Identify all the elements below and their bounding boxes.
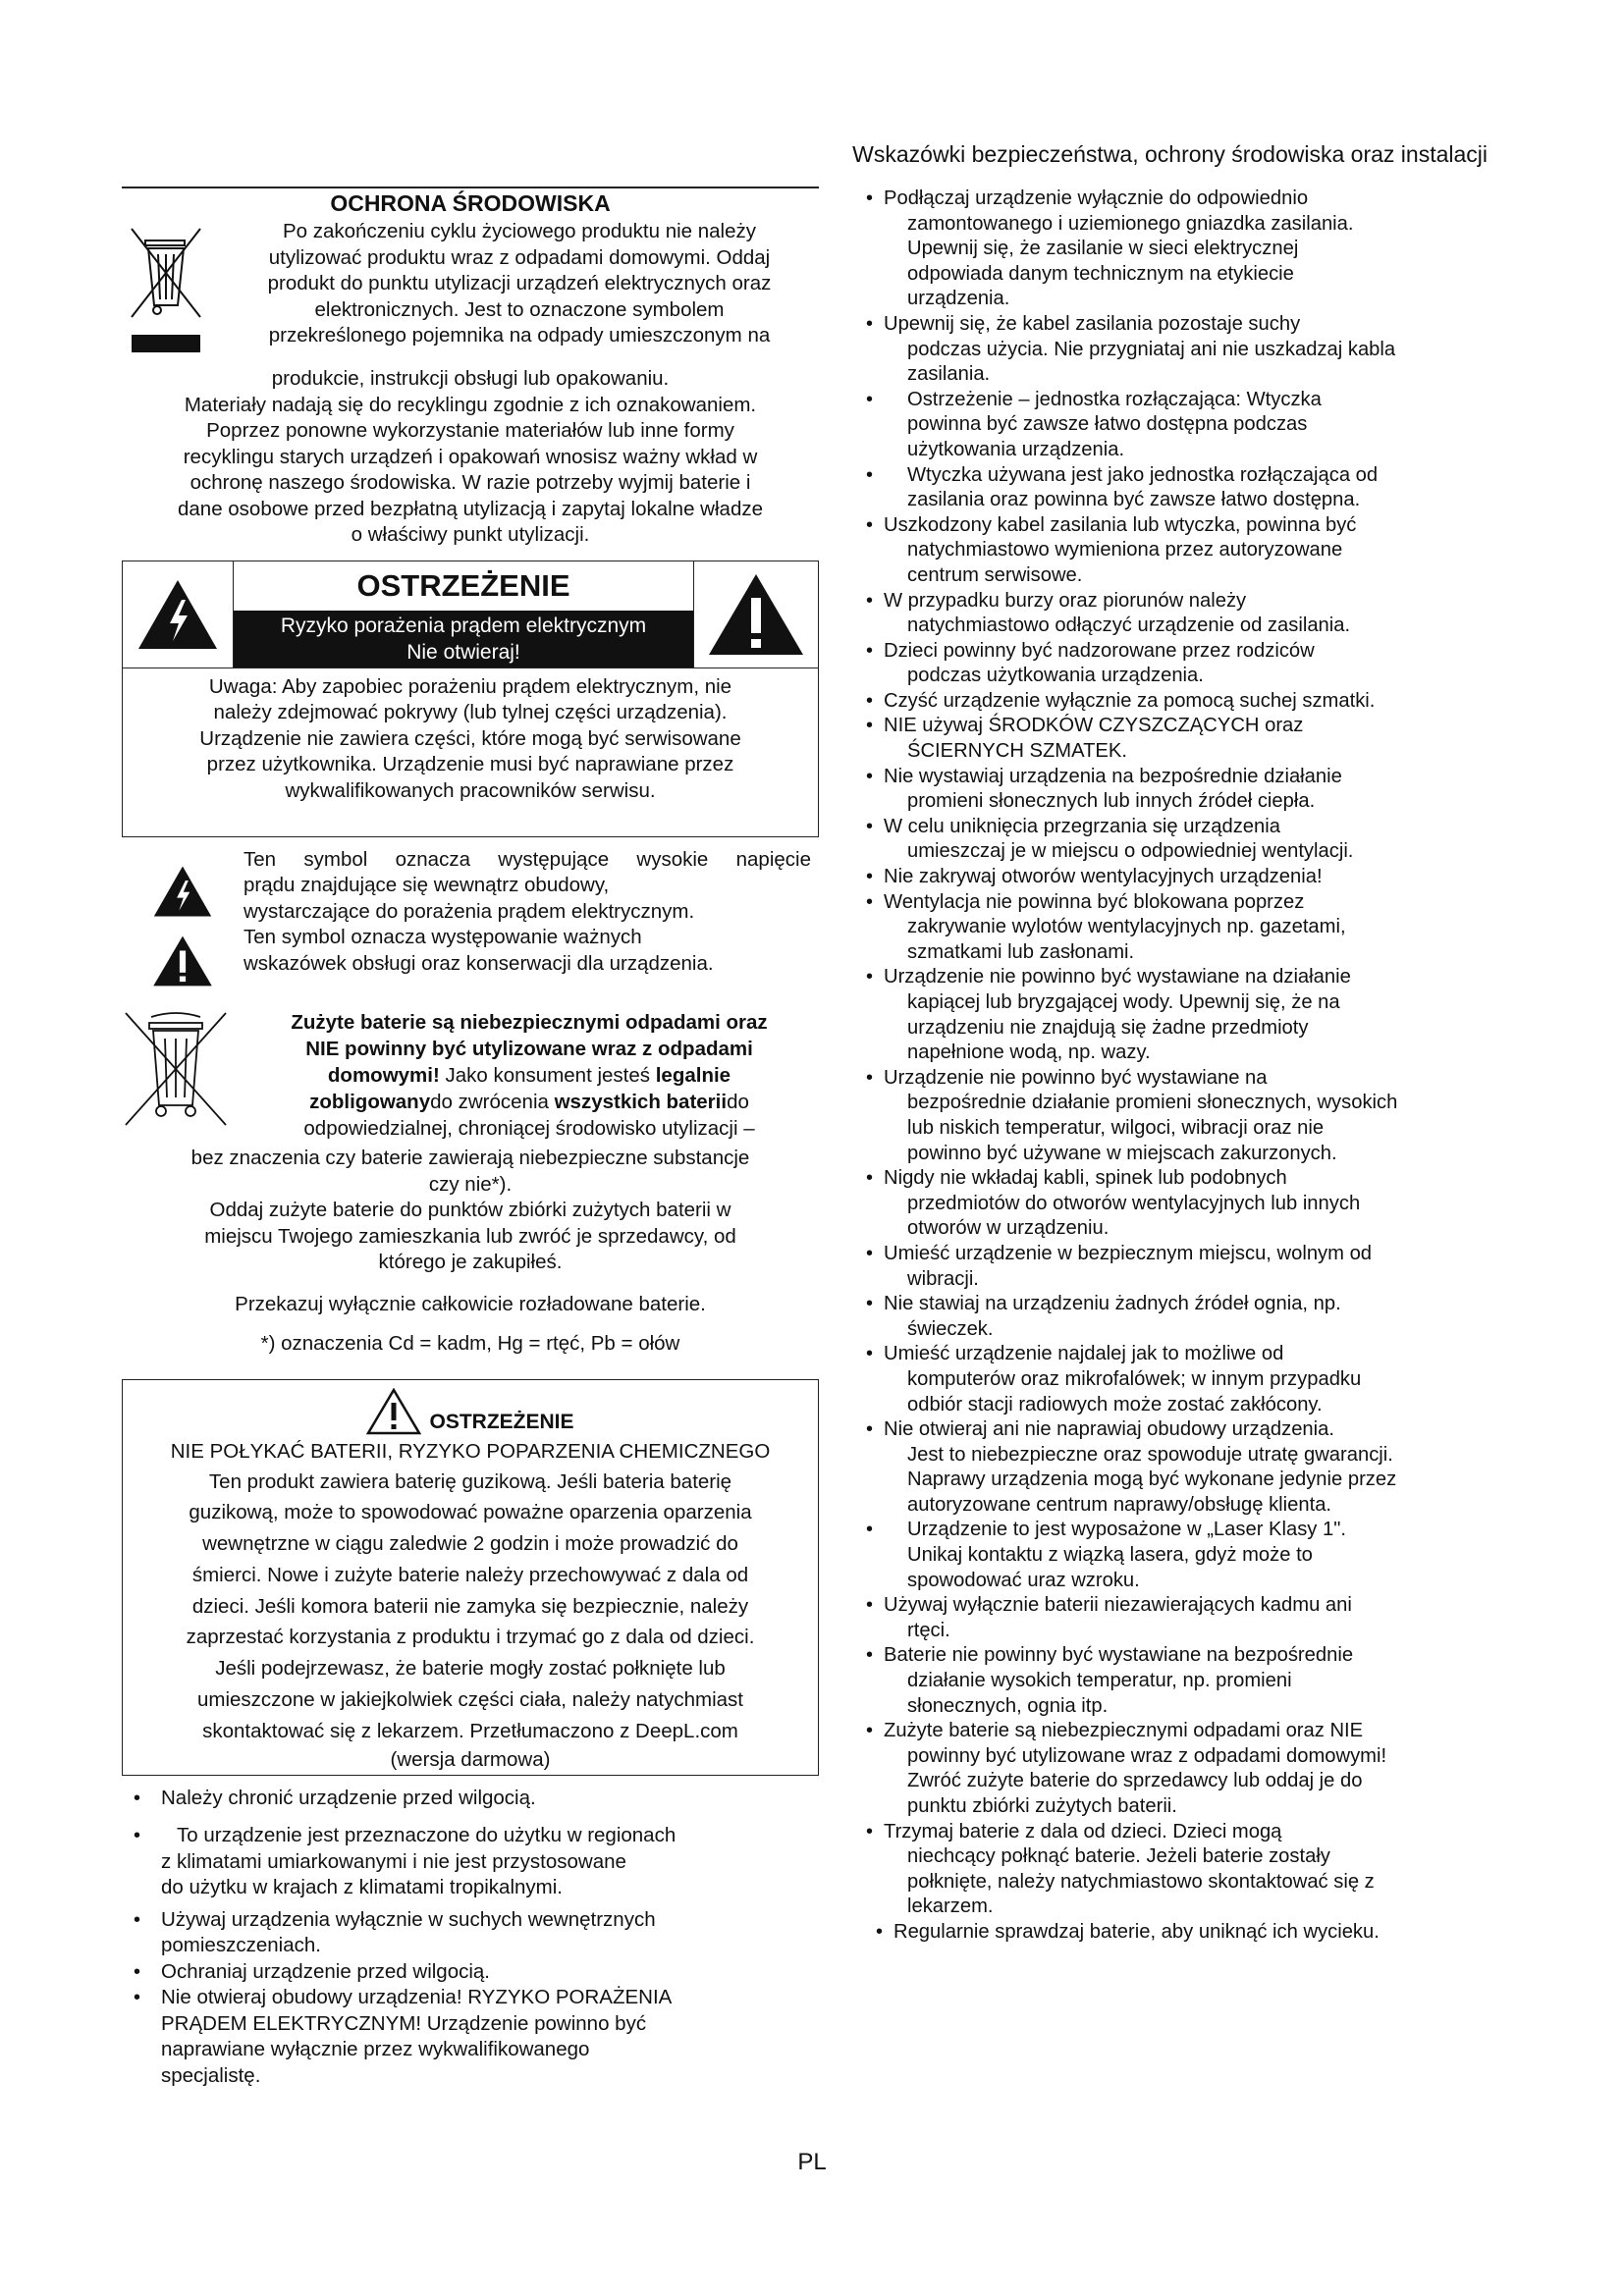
env-body	[122, 366, 819, 549]
warning2-line: guzikową, może to spowodować poważne oparzenia oparzenia	[189, 1501, 752, 1524]
list-item-line: bezpośrednie działanie promieni słonecznych, wysokich	[907, 1092, 1398, 1114]
list-item-line: • Używaj urządzenia wyłącznie w suchych wewnętrznych	[161, 1907, 656, 1931]
list-item-line: • Nie stawiaj na urządzeniu żadnych źródeł ognia, np.	[884, 1293, 1341, 1315]
battery-discharged: Przekazuj wyłącznie całkowicie rozładowane baterie.	[235, 1292, 706, 1315]
env-intro-line: przekreślonego pojemnika na odpady umieszczonym na	[268, 324, 771, 347]
list-item-line: centrum serwisowe.	[907, 563, 1083, 586]
warning-body-line: należy zdejmować pokrywy (lub tylnej części urządzenia).	[213, 701, 728, 723]
list-item-line: Upewnij się, że zasilanie w sieci elektrycznej	[907, 238, 1299, 260]
warning2-line: Jeśli podejrzewasz, że baterie mogły zostać połknięte lub	[215, 1657, 726, 1681]
list-item-line: • W celu uniknięcia przegrzania się urządzenia	[884, 815, 1280, 837]
list-item-line: użytkowania urządzenia.	[907, 438, 1125, 460]
list-item-line: • W przypadku burzy oraz piorunów należy	[884, 589, 1247, 612]
warning-box-battery	[122, 1379, 819, 1776]
warning2-body	[123, 1467, 818, 1773]
list-item	[854, 765, 1492, 815]
list-item	[854, 815, 1492, 865]
list-item-line: specjalistę.	[161, 2063, 261, 2087]
exclamation-triangle-icon	[122, 925, 244, 988]
list-item-line: • NIE używaj ŚRODKÓW CZYSZCZĄCYCH oraz	[884, 715, 1304, 737]
list-item-line: przedmiotów do otworów wentylacyjnych lub innych	[907, 1192, 1361, 1214]
list-item	[854, 1242, 1492, 1292]
env-line: o właściwy punkt utylizacji.	[351, 523, 590, 546]
page-label: PL	[797, 2149, 827, 2175]
env-line: recyklingu starych urządzeń i opakowań wnosisz ważny wkład w	[183, 445, 758, 468]
list-item-line: • Baterie nie powinny być wystawiane na bezpośrednie	[884, 1644, 1354, 1667]
list-item-line: połknięte, należy natychmiastowo skontaktować się z	[907, 1870, 1375, 1893]
env-intro-line: elektronicznych. Jest to oznaczone symbolem	[314, 297, 725, 321]
symbol-line: Ten symbol oznacza występujące wysokie napięcie	[244, 847, 811, 871]
list-item	[122, 1907, 819, 1959]
list-item-line: • Używaj wyłącznie baterii niezawierających kadmu ani	[884, 1594, 1352, 1617]
battery-span: do	[727, 1091, 749, 1113]
list-item	[854, 312, 1492, 388]
list-item-line: otworów w urządzeniu.	[907, 1217, 1110, 1240]
list-item	[854, 890, 1492, 966]
list-item-line: Zwróć zużyte baterie do sprzedawcy lub oddaj je do	[907, 1770, 1363, 1792]
symbol-line: wystarczające do porażenia prądem elektrycznym.	[244, 899, 695, 923]
env-line: Poprzez ponowne wykorzystanie materiałów lub inne formy	[206, 419, 734, 442]
warning2-title: OSTRZEŻENIE	[429, 1410, 574, 1433]
battery-legend: *) oznaczenia Cd = kadm, Hg = rtęć, Pb = ołów	[260, 1332, 680, 1355]
env-line: dane osobowe przed bezpłatną utylizacją i zapytaj lokalne władze	[177, 497, 763, 520]
battery-body	[122, 1146, 819, 1276]
list-item-line: urządzenia.	[907, 288, 1010, 310]
lightning-triangle-icon	[122, 847, 244, 926]
battery-line: czy nie*).	[428, 1172, 513, 1196]
list-item-line: odbiór stacji radiowych może zostać zakłócony.	[907, 1393, 1323, 1415]
list-item-line: Naprawy urządzenia mogą być wykonane jedynie przez	[907, 1468, 1397, 1491]
list-item	[122, 1959, 819, 1986]
list-item-line: • To urządzenie jest przeznaczone do użytku w regionach	[177, 1824, 677, 1846]
list-item-line: umieszczaj je w miejscu o odpowiedniej wentylacji.	[907, 840, 1354, 863]
list-item-line: wibracji.	[907, 1267, 979, 1290]
warning-body-line: wykwalifikowanych pracowników serwisu.	[285, 778, 656, 802]
list-item-line: rtęci.	[907, 1619, 950, 1641]
list-item-line: • Umieść urządzenie najdalej jak to możliwe od	[884, 1343, 1284, 1365]
symbol-line: Ten symbol oznacza występowanie ważnych	[244, 926, 642, 948]
warning-body-line: Urządzenie nie zawiera części, które mogą być serwisowane	[199, 726, 741, 750]
list-item-line: powinno być używane w miejscach zakurzonych.	[907, 1142, 1337, 1164]
list-item-line: natychmiastowo odłączyć urządzenie od zasilania.	[907, 614, 1351, 637]
battery-bold-span: domowymi!	[327, 1064, 440, 1087]
list-item-line: słonecznych, ognia itp.	[907, 1694, 1109, 1717]
warning-title: OSTRZEŻENIE	[356, 567, 570, 603]
warning-band-line: Ryzyko porażenia prądem elektrycznym	[280, 614, 647, 637]
list-item-line: odpowiada danym technicznym na etykiecie	[907, 262, 1294, 285]
battery-bold-span: legalnie	[655, 1064, 731, 1087]
battery-line	[240, 1062, 819, 1089]
list-item-line: promieni słonecznych lub innych źródeł ciepła.	[907, 790, 1316, 813]
list-item	[854, 513, 1492, 589]
list-item-line: • Urządzenie nie powinno być wystawiane na działanie	[884, 966, 1351, 988]
warning-box-electric	[122, 561, 819, 837]
left-bullet-list	[122, 1786, 819, 2090]
list-item-line: pomieszczeniach.	[161, 1934, 321, 1956]
warning2-line: (wersja darmowa)	[390, 1747, 551, 1771]
list-item-line: • Podłączaj urządzenie wyłącznie do odpowiednio	[884, 187, 1309, 209]
warning2-line: umieszczone w jakiejkolwiek części ciała, należy natychmiast	[197, 1688, 743, 1712]
warning-triangle-icon	[366, 1388, 421, 1435]
list-item	[854, 388, 1492, 463]
list-item-line: autoryzowane centrum naprawy/obsługę klienta.	[907, 1493, 1332, 1516]
list-item	[854, 689, 1492, 715]
list-item	[854, 1593, 1492, 1643]
list-item-line: podczas użytkowania urządzenia.	[907, 665, 1204, 687]
list-item-line: • Nie wystawiaj urządzenia na bezpośrednie działanie	[884, 765, 1342, 787]
env-title: OCHRONA ŚRODOWISKA	[330, 190, 611, 216]
list-item-line: • Wentylacja nie powinna być blokowana poprzez	[884, 890, 1305, 913]
exclamation-triangle-icon	[694, 561, 818, 667]
list-item-line: • Wtyczka używana jest jako jednostka rozłączająca od	[907, 463, 1379, 486]
battery-line	[240, 1089, 819, 1115]
warning2-line: dzieci. Jeśli komora baterii nie zamyka się bezpiecznie, należy	[191, 1594, 749, 1618]
list-item-line: zakrywanie wylotów wentylacyjnych np. gazetami,	[907, 916, 1346, 938]
list-item-line: • Zużyte baterie są niebezpiecznymi odpadami oraz NIE	[884, 1720, 1364, 1742]
list-item	[854, 865, 1492, 890]
list-item-line: powinna być zawsze łatwo dostępna podczas	[907, 413, 1308, 436]
battery-intro	[122, 1009, 819, 1142]
list-item	[854, 639, 1492, 689]
list-item-line: • Dzieci powinny być nadzorowane przez rodziców	[884, 639, 1315, 662]
symbol-excl-row	[122, 925, 819, 988]
list-item-line: • Nie otwieraj ani nie naprawiaj obudowy urządzenia.	[884, 1418, 1334, 1441]
warning2-line: śmierci. Nowe i zużyte baterie należy przechowywać z dala od	[191, 1563, 749, 1586]
list-item	[854, 1292, 1492, 1342]
list-item-line: • Upewnij się, że kabel zasilania pozostaje suchy	[884, 312, 1301, 335]
list-item-line: zamontowanego i uziemionego gniazdka zasilania.	[907, 212, 1354, 235]
warning-body-line: przez użytkownika. Urządzenie musi być naprawiane przez	[206, 753, 734, 775]
list-item-line: • Ostrzeżenie – jednostka rozłączająca: Wtyczka	[907, 388, 1322, 410]
list-item-line: powinny być utylizowane wraz z odpadami domowymi!	[907, 1744, 1387, 1767]
list-item-line: spowodować uraz wzroku.	[907, 1569, 1140, 1591]
list-item	[122, 1985, 819, 2089]
env-intro	[122, 219, 819, 358]
right-bullet-list	[854, 187, 1492, 1946]
list-item-line: • Nigdy nie wkładaj kabli, spinek lub podobnych	[884, 1167, 1287, 1190]
battery-line: odpowiedzialnej, chroniącej środowisko utylizacji –	[303, 1117, 755, 1140]
env-intro-line: produkt do punktu utylizacji urządzeń elektrycznych oraz	[267, 272, 772, 294]
env-line: Materiały nadają się do recyklingu zgodnie z ich oznakowaniem.	[184, 393, 757, 416]
symbol-bolt-row	[122, 847, 819, 926]
list-item-line: Jest to niebezpieczne oraz spowoduje utratę gwarancji.	[907, 1443, 1393, 1466]
list-item-line: kapiącej lub bryzgającej wody. Upewnij się, że na	[907, 991, 1340, 1013]
list-item-line: • Regularnie sprawdzaj baterie, aby uniknąć ich wycieku.	[893, 1920, 1380, 1943]
env-line: produkcie, instrukcji obsługi lub opakowaniu.	[271, 367, 670, 390]
list-item	[854, 1518, 1492, 1593]
list-item-line: zasilania.	[907, 363, 991, 386]
symbol-line: wskazówek obsługi oraz konserwacji dla urządzenia.	[244, 951, 714, 975]
battery-bold-span: wszystkich baterii	[554, 1091, 728, 1113]
crossed-bin-icon	[122, 219, 220, 358]
battery-span: Jako konsument jesteś	[439, 1064, 656, 1087]
warning-band	[234, 611, 693, 667]
list-item-line: podczas użycia. Nie przygniataj ani nie uszkadzaj kabla	[907, 338, 1396, 360]
battery-line: bez znaczenia czy baterie zawierają niebezpieczne substancje	[190, 1147, 750, 1169]
list-item-line: zasilania oraz powinna być zawsze łatwo dostępna.	[907, 489, 1361, 511]
list-item	[854, 1820, 1492, 1920]
list-item-line: • Umieść urządzenie w bezpiecznym miejscu, wolnym od	[884, 1242, 1373, 1264]
battery-bold-span: zobligowany	[309, 1091, 431, 1113]
list-item-line: • Ochraniaj urządzenie przed wilgocią.	[161, 1959, 491, 1983]
list-item	[854, 714, 1492, 764]
list-item-line: • Urządzenie to jest wyposażone w „Laser Klasy 1".	[907, 1519, 1347, 1541]
battery-line: Oddaj zużyte baterie do punktów zbiórki zużytych baterii w	[209, 1199, 731, 1221]
env-intro-line: Po zakończeniu cyklu życiowego produktu nie należy	[282, 220, 757, 242]
warning2-line: skontaktować się z lekarzem. Przetłumaczono z DeepL.com	[202, 1719, 738, 1742]
env-line: ochronę naszego środowiska. W razie potrzeby wyjmij baterie i	[189, 471, 751, 494]
list-item-line: ŚCIERNYCH SZMATEK.	[907, 740, 1127, 763]
list-item-line: działanie wysokich temperatur, np. promieni	[907, 1670, 1292, 1692]
list-item	[854, 1643, 1492, 1719]
symbol-line: prądu znajdujące się wewnątrz obudowy,	[244, 874, 610, 896]
list-item	[122, 1823, 819, 1901]
lightning-triangle-icon	[123, 561, 234, 667]
list-item	[854, 463, 1492, 513]
right-column	[854, 187, 1492, 1946]
list-item-line: • Uszkodzony kabel zasilania lub wtyczka, powinna być	[884, 513, 1357, 536]
list-item	[854, 589, 1492, 639]
list-item	[854, 1719, 1492, 1819]
list-item	[854, 187, 1492, 312]
list-item-line: • Urządzenie nie powinno być wystawiane na	[884, 1066, 1268, 1089]
list-item	[854, 1066, 1492, 1166]
list-item-line: napełnione wodą, np. wazy.	[907, 1041, 1151, 1064]
list-item-line: świeczek.	[907, 1317, 994, 1340]
warning2-line: Ten produkt zawiera baterię guzikową. Jeśli bateria baterię	[208, 1469, 732, 1493]
list-item-line: punktu zbiórki zużytych baterii.	[907, 1795, 1177, 1817]
list-item-line: lekarzem.	[907, 1896, 994, 1918]
list-item-line: • Należy chronić urządzenie przed wilgocią.	[161, 1786, 536, 1809]
list-item-line: Unikaj kontaktu z wiązką lasera, gdyż może to	[907, 1544, 1313, 1567]
env-intro-line: utylizować produktu wraz z odpadami domowymi. Oddaj	[268, 245, 771, 269]
list-item-line: • Czyść urządzenie wyłącznie za pomocą suchej szmatki.	[884, 689, 1376, 712]
list-item	[854, 965, 1492, 1065]
list-item-line: niechcący połknąć baterie. Jeżeli baterie zostały	[907, 1845, 1330, 1868]
battery-bold-line: NIE powinny być utylizowane wraz z odpadami	[305, 1038, 753, 1060]
warning-body-line: Uwaga: Aby zapobiec porażeniu prądem elektrycznym, nie	[208, 674, 732, 698]
list-item-line: do użytku w krajach z klimatami tropikalnymi.	[161, 1876, 563, 1898]
list-item-line: • Nie zakrywaj otworów wentylacyjnych urządzenia!	[884, 866, 1323, 888]
page-header: Wskazówki bezpieczeństwa, ochrony środowiska oraz instalacji	[852, 141, 1488, 167]
list-item	[864, 1920, 1492, 1946]
section-rule	[122, 187, 819, 188]
list-item-line: naprawiane wyłącznie przez wykwalifikowanego	[161, 2038, 590, 2060]
list-item-line: PRĄDEM ELEKTRYCZNYM! Urządzenie powinno być	[161, 2011, 647, 2035]
list-item-line: komputerów oraz mikrofalówek; w innym przypadku	[907, 1367, 1362, 1390]
list-item-line: lub niskich temperatur, wilgoci, wibracji oraz nie	[907, 1116, 1325, 1139]
list-item-line: z klimatami umiarkowanymi i nie jest przystosowane	[161, 1849, 626, 1873]
list-item-line: • Nie otwieraj obudowy urządzenia! RYZYKO PORAŻENIA	[161, 1986, 673, 2008]
battery-line: miejscu Twojego zamieszkania lub zwróć je sprzedawcy, od	[204, 1224, 736, 1248]
warning2-line: zaprzestać korzystania z produktu i trzymać go z dala od dzieci.	[186, 1626, 755, 1649]
warning2-subtitle: NIE POŁYKAĆ BATERII, RYZYKO POPARZENIA CHEMICZNEGO	[170, 1439, 771, 1463]
left-column	[122, 187, 819, 2089]
list-item	[854, 1417, 1492, 1518]
battery-line: którego je zakupiłeś.	[378, 1251, 563, 1273]
warning-body	[123, 668, 818, 805]
battery-span: do zwrócenia	[430, 1091, 555, 1113]
battery-bold-line: Zużyte baterie są niebezpiecznymi odpadami oraz	[291, 1011, 768, 1034]
warning2-line: wewnętrzne w ciągu zaledwie 2 godzin i może prowadzić do	[202, 1532, 738, 1556]
warning-band-line: Nie otwieraj!	[406, 640, 520, 664]
crossed-battery-bin-icon	[122, 1009, 240, 1142]
list-item-line: szmatkami lub zasłonami.	[907, 940, 1135, 963]
list-item-line: • Trzymaj baterie z dala od dzieci. Dzieci mogą	[884, 1820, 1282, 1842]
list-item	[122, 1786, 819, 1812]
list-item	[854, 1342, 1492, 1417]
list-item	[854, 1166, 1492, 1242]
list-item-line: urządzeniu nie znajdują się żadne przedmioty	[907, 1016, 1309, 1039]
list-item-line: natychmiastowo wymieniona przez autoryzowane	[907, 539, 1343, 561]
